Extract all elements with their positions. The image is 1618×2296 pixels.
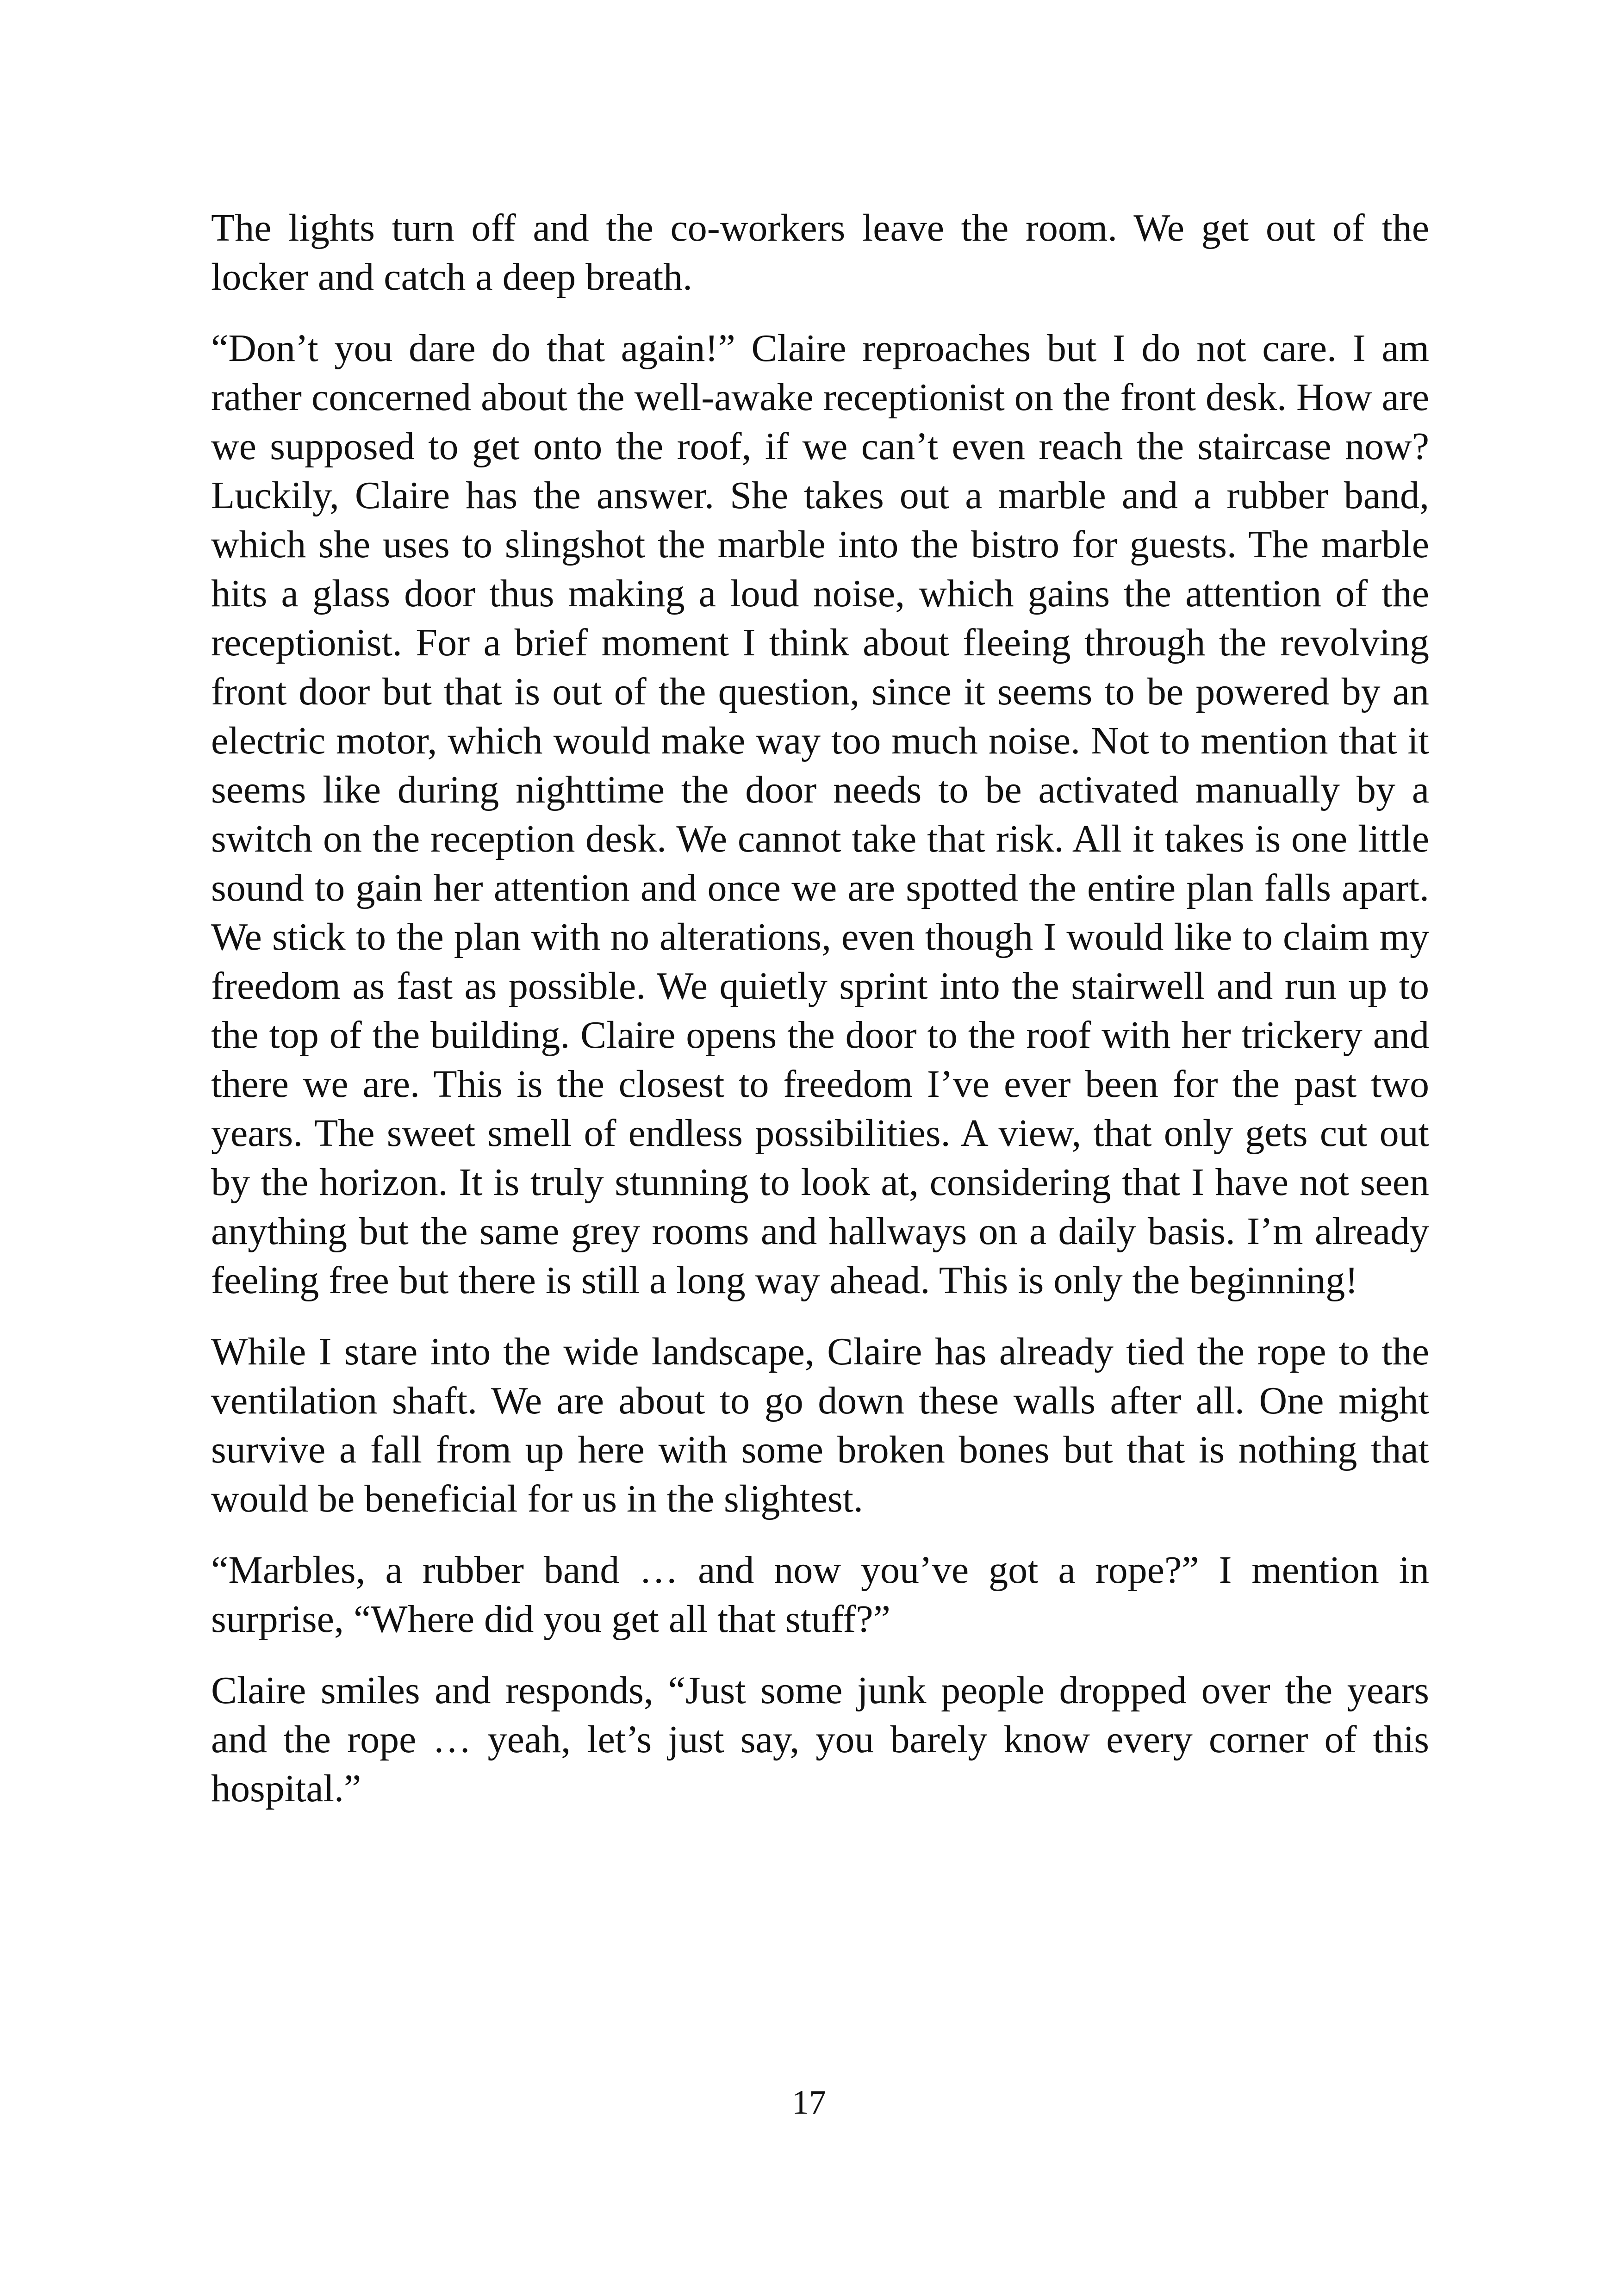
paragraph: “Marbles, a rubber band … and now you’ve got a rope?” I mention in surprise, “Where did you get all that stuff?” [211,1549,1429,1641]
paragraph: “Don’t you dare do that again!” Claire reproaches but I do not care. I am rather concerned about the well-awake receptionist on the front desk. How are we supposed to get onto the roof, if we can’t even reach the staircase now? Luckily, Claire has the answer. She takes out a marble and a rubber band, which she uses to slingshot the marble into the bistro for guests. The marble hits a glass door thus making a loud noise, which gains the attention of the receptionist. For a brief moment I think about fleeing through the revolving front door but that is out of the question, since it seems to be powered by an electric motor, which would make way too much noise. Not to mention that it seems like during nighttime the door needs to be activated manually by a switch on the reception desk. We cannot take that risk. All it takes is one little sound to gain her attention and once we are spotted the entire plan falls apart. We stick to the plan with no alterations, even though I would like to claim my freedom as fast as possible. We quietly sprint into the stairwell and run up to the top of the building. Claire opens the door to the roof with her trickery and there we are. This is the closest to freedom I’ve ever been for the past two years. The sweet smell of endless possibilities. A view, that only gets cut out by the horizon. It is truly stunning to look at, considering that I have not seen anything but the same grey rooms and hallways on a daily basis. I’m already feeling free but there is still a long way ahead. This is only the beginning! [211,327,1429,1302]
paragraph: The lights turn off and the co-workers leave the room. We get out of the locker and catch a deep breath. [211,206,1429,299]
paragraph: While I stare into the wide landscape, Claire has already tied the rope to the ventilation shaft. We are about to go down these walls after all. One might survive a fall from up here with some broken bones but that is nothing that would be beneficial for us in the slightest. [211,1330,1429,1520]
paragraph: Claire smiles and responds, “Just some junk people dropped over the years and the rope … yeah, let’s just say, you barely know every corner of this hospital.” [211,1669,1429,1810]
body-text [211,204,1429,1836]
page-number: 17 [792,2084,826,2122]
